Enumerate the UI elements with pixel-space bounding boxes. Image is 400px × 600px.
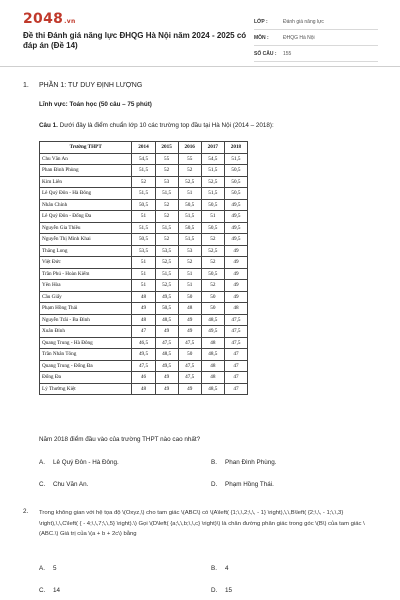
score-cell: 48,5: [201, 383, 224, 395]
score-cell: 54,5: [201, 153, 224, 165]
score-cell: 51: [132, 211, 155, 223]
logo-suffix: .vn: [64, 18, 76, 25]
school-name-cell: Nguyễn Gia Thiều: [40, 222, 132, 234]
score-cell: 53: [155, 176, 178, 188]
question-2-number: 2.: [23, 508, 29, 515]
score-cell: 51,5: [224, 153, 247, 165]
meta-value: Đánh giá năng lực: [283, 18, 324, 25]
site-logo[interactable]: [23, 11, 76, 27]
score-cell: 48: [132, 314, 155, 326]
table-row: [40, 245, 248, 257]
meta-class-row: [254, 14, 378, 30]
meta-label: SỐ CÂU :: [254, 50, 277, 57]
score-cell: 51,5: [132, 222, 155, 234]
meta-value: ĐHQG Hà Nội: [283, 34, 315, 41]
score-cell: 52: [178, 257, 201, 269]
score-cell: 52: [155, 165, 178, 177]
score-cell: 47,5: [132, 360, 155, 372]
section-title: PHẦN 1: TƯ DUY ĐỊNH LƯỢNG: [39, 82, 143, 89]
table-row: [40, 188, 248, 200]
score-cell: 49: [155, 383, 178, 395]
column-header: 2015: [155, 142, 178, 154]
score-cell: 47,5: [178, 337, 201, 349]
score-cell: 48,5: [201, 349, 224, 361]
table-row: [40, 176, 248, 188]
score-cell: 49: [155, 372, 178, 384]
exam-title: Đề thi Đánh giá năng lực ĐHQG Hà Nội năm 2024 - 2025 có đáp án (Đề 14): [23, 31, 247, 50]
header-divider: [0, 66, 400, 67]
score-cell: 49,5: [155, 291, 178, 303]
score-cell: 49: [155, 326, 178, 338]
score-cell: 49: [224, 291, 247, 303]
answer-option-c[interactable]: [39, 481, 88, 488]
score-cell: 51: [201, 211, 224, 223]
score-cell: 49,5: [224, 234, 247, 246]
score-cell: 50,5: [132, 234, 155, 246]
school-name-cell: Lê Quý Đôn - Hà Đông: [40, 188, 132, 200]
score-cell: 52,5: [201, 245, 224, 257]
option-text: 4: [225, 565, 229, 572]
score-cell: 52,5: [178, 176, 201, 188]
score-cell: 49: [224, 280, 247, 292]
score-cell: 48: [201, 372, 224, 384]
score-cell: 48: [201, 360, 224, 372]
score-cell: 47,5: [178, 360, 201, 372]
score-cell: 50,5: [178, 199, 201, 211]
column-header: 2018: [224, 142, 247, 154]
meta-count-row: [254, 46, 378, 62]
score-cell: 50: [178, 291, 201, 303]
table-row: [40, 314, 248, 326]
option-label: C.: [39, 481, 46, 488]
option-text: Chu Văn An.: [53, 481, 89, 488]
score-cell: 51: [132, 280, 155, 292]
table-row: [40, 349, 248, 361]
score-cell: 48: [132, 291, 155, 303]
option-label: A.: [39, 565, 45, 572]
score-cell: 50: [178, 349, 201, 361]
score-cell: 53,5: [155, 245, 178, 257]
table-body: [40, 153, 248, 395]
school-name-cell: Việt Đức: [40, 257, 132, 269]
score-cell: 53,5: [132, 245, 155, 257]
answer-option-d[interactable]: [211, 481, 274, 488]
score-cell: 49,5: [224, 199, 247, 211]
table-row: [40, 211, 248, 223]
school-name-cell: Đống Đa: [40, 372, 132, 384]
meta-label: MÔN :: [254, 34, 269, 41]
score-cell: 51,5: [178, 211, 201, 223]
answer-option-a[interactable]: [39, 459, 119, 466]
field-heading: Lĩnh vực: Toán học (50 câu – 75 phút): [39, 101, 152, 108]
school-name-cell: Chu Văn An: [40, 153, 132, 165]
score-cell: 47: [224, 349, 247, 361]
school-name-cell: Thăng Long: [40, 245, 132, 257]
score-cell: 50,5: [201, 268, 224, 280]
answer-option-a[interactable]: [39, 565, 57, 572]
score-cell: 50,5: [201, 222, 224, 234]
score-cell: 46,5: [132, 337, 155, 349]
column-header: 2014: [132, 142, 155, 154]
option-label: C.: [39, 587, 46, 594]
score-cell: 53: [178, 245, 201, 257]
school-name-cell: Trần Phú - Hoàn Kiếm: [40, 268, 132, 280]
option-label: D.: [211, 481, 218, 488]
question-1-prompt: Năm 2018 điểm đầu vào của trường THPT nào cao nhất?: [39, 436, 201, 443]
score-cell: 46: [132, 372, 155, 384]
score-cell: 50,5: [201, 199, 224, 211]
score-cell: 49: [224, 268, 247, 280]
score-cell: 50,5: [132, 199, 155, 211]
question-2-stem: Trong không gian với hệ tọa độ \(Oxyz,\) cho tam giác \(ABC\) có \(A\left( {1;\,\,2;\,\, - 1} \right),\,\,B\left( {2;\,\, - 1;\,\,3} \right),\,\,C\left( { - 4;\,\,7;\,\,5} \right).\) Gọi \(D\left( {a;\,\,b;\,\,c} \right)\) là chân đường phân giác trong góc \(B\) của tam giác \(ABC.\) Giá trị của \(a + b + 2c\) bằng: [39, 510, 365, 537]
score-cell: 52: [132, 176, 155, 188]
table-row: [40, 222, 248, 234]
table-row: [40, 153, 248, 165]
logo-text: 2048: [23, 11, 64, 27]
score-cell: 50: [201, 303, 224, 315]
score-cell: 49,5: [132, 349, 155, 361]
score-cell: 49: [178, 326, 201, 338]
score-cell: 49: [132, 303, 155, 315]
score-cell: 52: [201, 280, 224, 292]
meta-value: 155: [283, 50, 292, 57]
meta-label: LỚP :: [254, 18, 268, 25]
score-cell: 51,5: [132, 188, 155, 200]
school-name-cell: Phạm Hồng Thái: [40, 303, 132, 315]
option-label: D.: [211, 587, 218, 594]
meta-subject-row: [254, 30, 378, 46]
score-cell: 47: [132, 326, 155, 338]
option-label: B.: [211, 565, 217, 572]
table-row: [40, 326, 248, 338]
admission-score-table: [39, 141, 248, 395]
score-cell: 51: [178, 280, 201, 292]
option-label: A.: [39, 459, 45, 466]
table-row: [40, 337, 248, 349]
score-cell: 51,5: [155, 222, 178, 234]
score-cell: 48,5: [155, 349, 178, 361]
table-row: [40, 280, 248, 292]
school-name-cell: Nguyễn Trãi - Ba Đình: [40, 314, 132, 326]
school-name-cell: Nhân Chính: [40, 199, 132, 211]
score-cell: 50,5: [178, 222, 201, 234]
table-header-row: [40, 142, 248, 154]
column-header: Trường THPT: [40, 142, 132, 154]
score-cell: 51: [132, 268, 155, 280]
school-name-cell: Quang Trung - Đống Đa: [40, 360, 132, 372]
score-cell: 52: [155, 211, 178, 223]
question-text: Dưới đây là điểm chuẩn lớp 10 các trường top đầu tại Hà Nội (2014 – 2018):: [59, 122, 274, 129]
option-text: Phan Đình Phùng.: [225, 459, 277, 466]
school-name-cell: Kim Liên: [40, 176, 132, 188]
score-cell: 47: [224, 372, 247, 384]
score-cell: 50,5: [224, 165, 247, 177]
question-label: Câu 1.: [39, 122, 58, 129]
column-header: 2017: [201, 142, 224, 154]
score-cell: 51,5: [155, 268, 178, 280]
score-cell: 52: [155, 234, 178, 246]
score-cell: 52: [201, 257, 224, 269]
score-cell: 49: [224, 257, 247, 269]
score-cell: 50,5: [224, 188, 247, 200]
exam-meta: [254, 14, 378, 62]
score-cell: 47,5: [178, 372, 201, 384]
score-cell: 49: [224, 245, 247, 257]
school-name-cell: Trần Nhân Tông: [40, 349, 132, 361]
score-cell: 51,5: [178, 234, 201, 246]
school-name-cell: Phan Đình Phùng: [40, 165, 132, 177]
table-row: [40, 303, 248, 315]
score-cell: 51,5: [201, 165, 224, 177]
score-cell: 49: [178, 383, 201, 395]
score-cell: 54,5: [132, 153, 155, 165]
answer-option-c[interactable]: [39, 587, 60, 594]
answer-option-b[interactable]: [211, 459, 276, 466]
option-label: B.: [211, 459, 217, 466]
section-number: 1.: [23, 82, 29, 89]
score-cell: 50: [201, 291, 224, 303]
score-cell: 47: [224, 360, 247, 372]
score-cell: 52,5: [155, 257, 178, 269]
table-row: [40, 383, 248, 395]
score-cell: 51,5: [155, 188, 178, 200]
option-text: Lê Quý Đôn - Hà Đông.: [53, 459, 119, 466]
score-cell: 52,5: [155, 280, 178, 292]
column-header: 2016: [178, 142, 201, 154]
score-cell: 48,5: [155, 314, 178, 326]
table-row: [40, 268, 248, 280]
score-cell: 51,5: [201, 188, 224, 200]
score-cell: 47,5: [155, 337, 178, 349]
score-cell: 55: [178, 153, 201, 165]
score-cell: 48: [224, 303, 247, 315]
score-cell: 52: [155, 199, 178, 211]
question-1-stem: [39, 122, 384, 129]
option-text: 15: [225, 587, 233, 594]
score-cell: 51: [178, 188, 201, 200]
answer-option-b[interactable]: [211, 565, 229, 572]
answer-option-d[interactable]: [211, 587, 232, 594]
score-cell: 48,5: [201, 314, 224, 326]
score-cell: 49,5: [224, 222, 247, 234]
option-text: 5: [53, 565, 57, 572]
school-name-cell: Xuân Đỉnh: [40, 326, 132, 338]
score-cell: 51: [178, 268, 201, 280]
score-cell: 47,5: [224, 337, 247, 349]
table-row: [40, 360, 248, 372]
school-name-cell: Cầu Giấy: [40, 291, 132, 303]
score-cell: 51,5: [132, 165, 155, 177]
school-name-cell: Yên Hòa: [40, 280, 132, 292]
score-cell: 55: [155, 153, 178, 165]
table-row: [40, 165, 248, 177]
school-name-cell: Nguyễn Thị Minh Khai: [40, 234, 132, 246]
score-cell: 49,5: [155, 360, 178, 372]
school-name-cell: Lý Thường Kiệt: [40, 383, 132, 395]
table-row: [40, 291, 248, 303]
page-header: [0, 0, 400, 66]
score-cell: 47,5: [224, 326, 247, 338]
score-cell: 47,5: [224, 314, 247, 326]
score-cell: 48: [201, 337, 224, 349]
score-cell: 49,5: [201, 326, 224, 338]
score-cell: 48: [132, 383, 155, 395]
school-name-cell: Quang Trung - Hà Đông: [40, 337, 132, 349]
table-row: [40, 372, 248, 384]
score-cell: 51: [132, 257, 155, 269]
score-cell: 48: [178, 303, 201, 315]
score-cell: 52: [201, 234, 224, 246]
score-cell: 47: [224, 383, 247, 395]
table-row: [40, 234, 248, 246]
table-row: [40, 199, 248, 211]
table-row: [40, 257, 248, 269]
score-cell: 50,5: [155, 303, 178, 315]
score-cell: 52,5: [201, 176, 224, 188]
score-cell: 52: [178, 165, 201, 177]
school-name-cell: Lê Quý Đôn - Đống Đa: [40, 211, 132, 223]
option-text: 14: [53, 587, 61, 594]
score-cell: 49,5: [224, 211, 247, 223]
score-cell: 50,5: [224, 176, 247, 188]
score-cell: 49: [178, 314, 201, 326]
section-heading: [23, 82, 142, 89]
option-text: Phạm Hồng Thái.: [225, 481, 274, 488]
